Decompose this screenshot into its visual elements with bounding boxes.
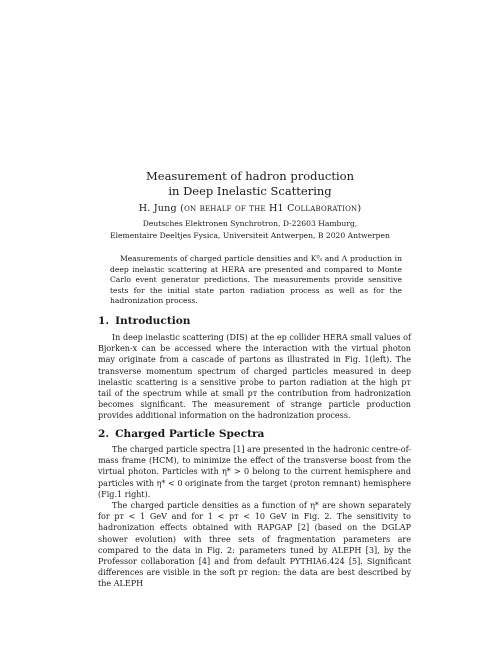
section-title: Introduction: [115, 315, 191, 327]
title-line-1: Measurement of hadron production: [145, 169, 354, 183]
paragraph: The charged particle spectra [1] are presented in the hadronic centre-of-mass frame (HCM), to minimize the effect of the transverse boost from the virtual photon. Particles with η* > 0 belong to the current hemisphere and particles with η* < 0 originate from the target (proton remnant) hemisphere (Fig.1 right).: [98, 445, 411, 499]
section-heading-introduction: [98, 315, 191, 327]
paragraph: The charged particle densities as a function of η* are shown separately for pᴛ < 1 GeV and for 1 < pᴛ < 10 GeV in Fig. 2. The sensitivity to hadronization effects obtained with RAPGAP [2] (based on the DGLAP shower evolution) with three sets of fragmentation parameters are compared to the data in Fig. 2: parameters tuned by ALEPH [3], by the Professor collaboration [4] and from default PYTHIA6.424 [5]. Significant differences are visible in the soft pᴛ region: the data are best described by the ALEPH: [98, 501, 411, 589]
affiliation: [0, 218, 500, 242]
section-body-introduction: [98, 332, 411, 422]
paragraph: In deep inelastic scattering (DIS) at the ep collider HERA small values of Bjorken-x can be accessed where the interaction with the virtual photon may originate from a cascade of partons as illustrated in Fig. 1(left). The transverse momentum spectrum of charged particles measured in deep inelastic scattering is a sensitive probe to parton radiation at the high pᴛ tail of the spectrum while at small pᴛ the contribution from hadronization becomes significant. The measurement of strange particle production provides additional information on the hadronization process.: [98, 333, 411, 421]
author-line: [0, 203, 500, 214]
section-number: 2.: [98, 428, 110, 440]
section-title: Charged Particle Spectra: [115, 428, 265, 440]
affiliation-line-1: Deutsches Elektronen Synchrotron, D-22603 Hamburg,: [142, 219, 358, 228]
author-note: (on behalf of the H1 Collaboration): [180, 203, 362, 214]
section-heading-charged-particle-spectra: [98, 428, 264, 440]
section-number: 1.: [98, 315, 110, 327]
abstract-text: Measurements of charged particle densities and K⁰ₛ and Λ production in deep inelastic scattering at HERA are presented and compared to Monte Carlo event generator predictions. The measurements provide sensitive tests for the initial state parton radiation process as well as for the hadronization process.: [110, 254, 402, 306]
abstract: [110, 254, 402, 307]
paper-title: [0, 169, 500, 199]
affiliation-line-2: Elementaire Deeltjes Fysica, Universiteit Antwerpen, B 2020 Antwerpen: [110, 231, 390, 240]
author-name: H. Jung: [138, 203, 177, 214]
section-body-charged-particle-spectra: [98, 444, 411, 590]
title-line-2: in Deep Inelastic Scattering: [168, 184, 332, 198]
